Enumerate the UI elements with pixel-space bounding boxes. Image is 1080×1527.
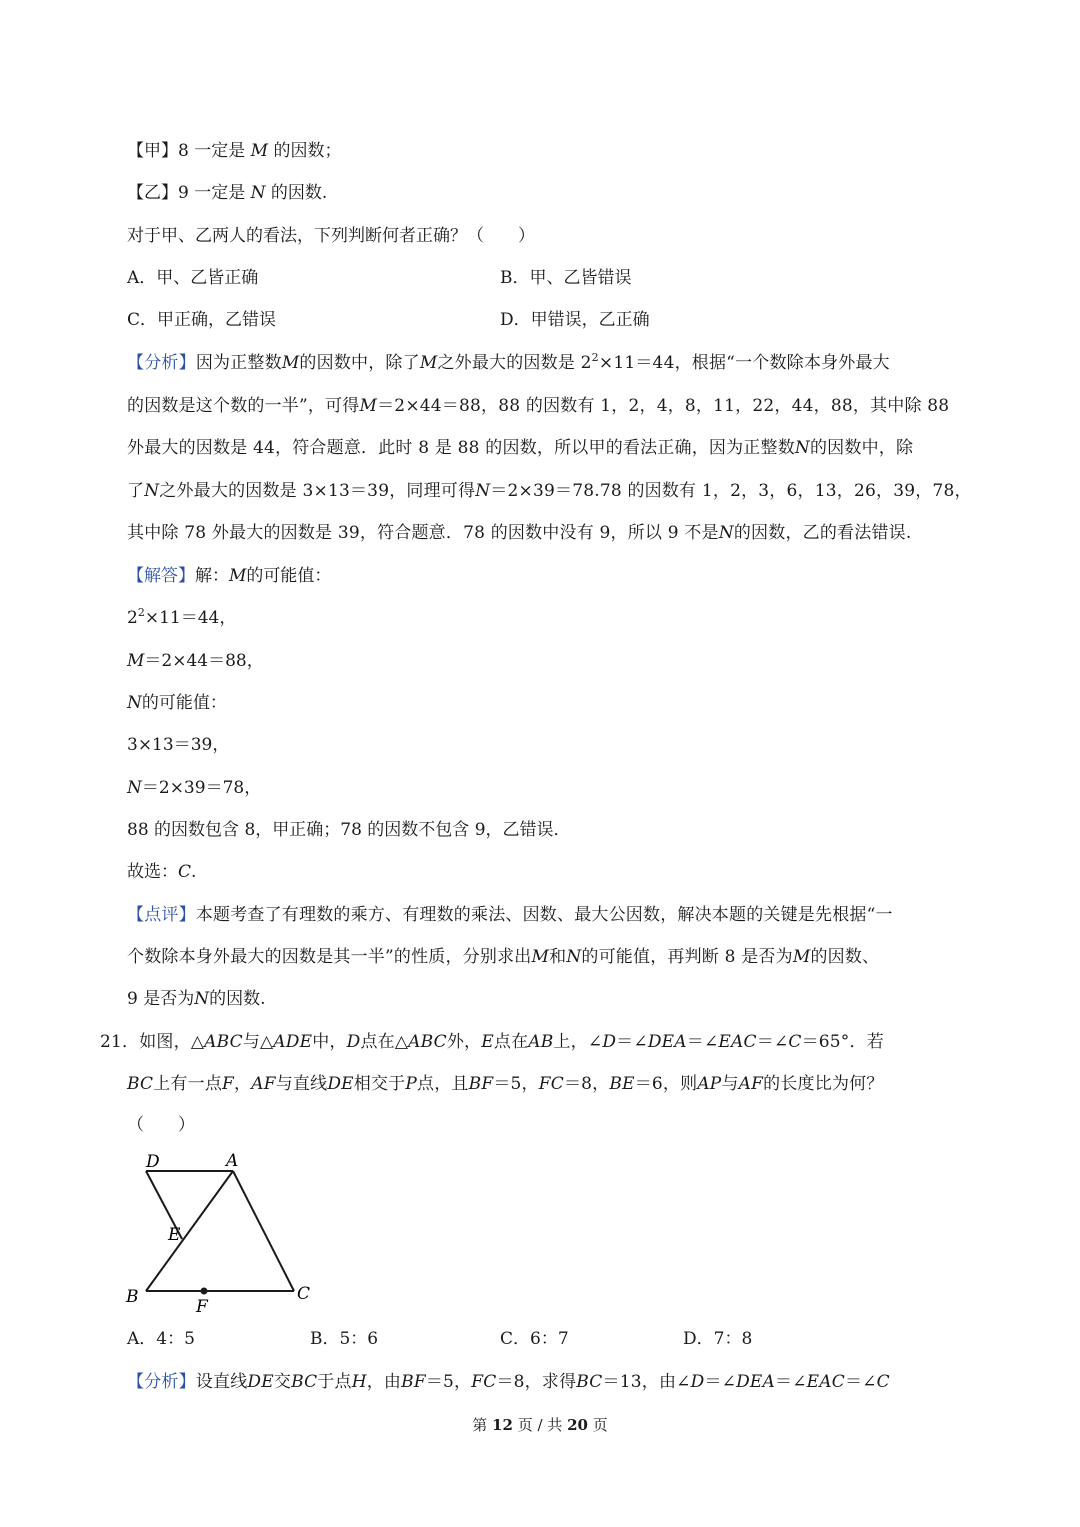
analysis-line: 其中除 78 外最大的因数是 39，符合题意．78 的因数中没有 9，所以 9 不是N的因数，乙的看法错误. (127, 523, 912, 543)
analysis-line: 外最大的因数是 44，符合题意．此时 8 是 88 的因数，所以甲的看法正确，因为正整数N的因数中，除 (127, 438, 914, 458)
option-d: D．甲错误，乙正确 (500, 310, 650, 330)
label-d: D (146, 1152, 160, 1172)
answer-line: N＝2×39＝78， (127, 778, 262, 798)
analysis-tag: 【分析】 (127, 353, 196, 373)
comment-line: 个数除本身外最大的因数是其一半”的性质，分别求出M和N的可能值，再判断 8 是否为M的因数、 (127, 947, 880, 967)
geometry-figure (120, 1146, 320, 1316)
answer-tag: 【解答】 (127, 566, 195, 586)
question-text: 对于甲、乙两人的看法，下列判断何者正确？（ ） (127, 226, 535, 246)
q21-option-b: B．5：6 (310, 1329, 379, 1349)
answer-line: 【解答】解：M的可能值： (127, 566, 332, 586)
label-c: C (297, 1284, 311, 1304)
question-number: 21． (100, 1032, 140, 1052)
option-c: C．甲正确，乙错误 (127, 310, 277, 330)
page-total: 20 (567, 1416, 588, 1434)
answer-parenthesis: （ ） (127, 1115, 195, 1135)
comment-tag: 【点评】 (127, 905, 196, 925)
statement-yi: 【乙】9 一定是 N 的因数. (127, 183, 328, 203)
label-b: B (126, 1287, 139, 1307)
statement-jia: 【甲】8 一定是 M 的因数； (127, 141, 342, 161)
comment-line: 【点评】本题考查了有理数的乘方、有理数的乘法、因数、最大公因数，解决本题的关键是先根据“一 (127, 905, 893, 925)
label-a: A (226, 1151, 239, 1171)
answer-line: N的可能值： (127, 693, 227, 713)
answer-line: 故选：C. (127, 862, 197, 882)
page-number: 12 (492, 1416, 513, 1434)
analysis-tag: 【分析】 (127, 1372, 196, 1392)
answer-line: $2^2\times 11=44$， (127, 606, 237, 628)
option-b: B．甲、乙皆错误 (500, 268, 632, 288)
analysis-line: 【分析】因为正整数M的因数中，除了M之外最大的因数是 $2^2\times 11=44$，根据“一个数除本身外最大 (127, 351, 890, 373)
label-e: E (168, 1225, 181, 1245)
point-f (201, 1288, 208, 1295)
segment-ac (233, 1171, 294, 1291)
analysis-line: 了N之外最大的因数是 3×13＝39，同理可得N＝2×39＝78.78 的因数有 1，2，3，6，13，26，39，78， (127, 481, 972, 501)
answer-line: 88 的因数包含 8，甲正确；78 的因数不包含 9，乙错误． (127, 820, 571, 840)
answer-line: M＝2×44＝88， (127, 651, 264, 671)
comment-line: 9 是否为N的因数. (127, 989, 266, 1009)
q21-analysis-line: 【分析】设直线DE交BC于点H，由BF＝5，FC＝8，求得BC＝13，由∠D＝∠DEA＝∠EAC＝∠C (127, 1372, 890, 1392)
q21-option-a: A．4：5 (127, 1329, 195, 1349)
q21-option-d: D．7：8 (683, 1329, 753, 1349)
page-footer: 第 12 页 / 共 20 页 (472, 1416, 608, 1434)
segment-ab (146, 1171, 233, 1291)
q21-line: BC上有一点F，AF与直线DE相交于P点，且BF＝5，FC＝8，BE＝6，则AP与AF的长度比为何？ (127, 1074, 884, 1094)
answer-line: 3×13＝39， (127, 735, 230, 755)
analysis-line: 的因数是这个数的一半”，可得M＝2×44＝88，88 的因数有 1，2，4，8，11，22，44，88，其中除 88 (127, 396, 950, 416)
option-a: A．甲、乙皆正确 (127, 268, 259, 288)
q21-line: 21．如图，△ABC与△ADE中，D点在△ABC外，E点在AB上，∠D＝∠DEA＝∠EAC＝∠C＝65°．若 (100, 1032, 884, 1052)
label-f: F (196, 1297, 208, 1316)
q21-option-c: C．6：7 (500, 1329, 569, 1349)
